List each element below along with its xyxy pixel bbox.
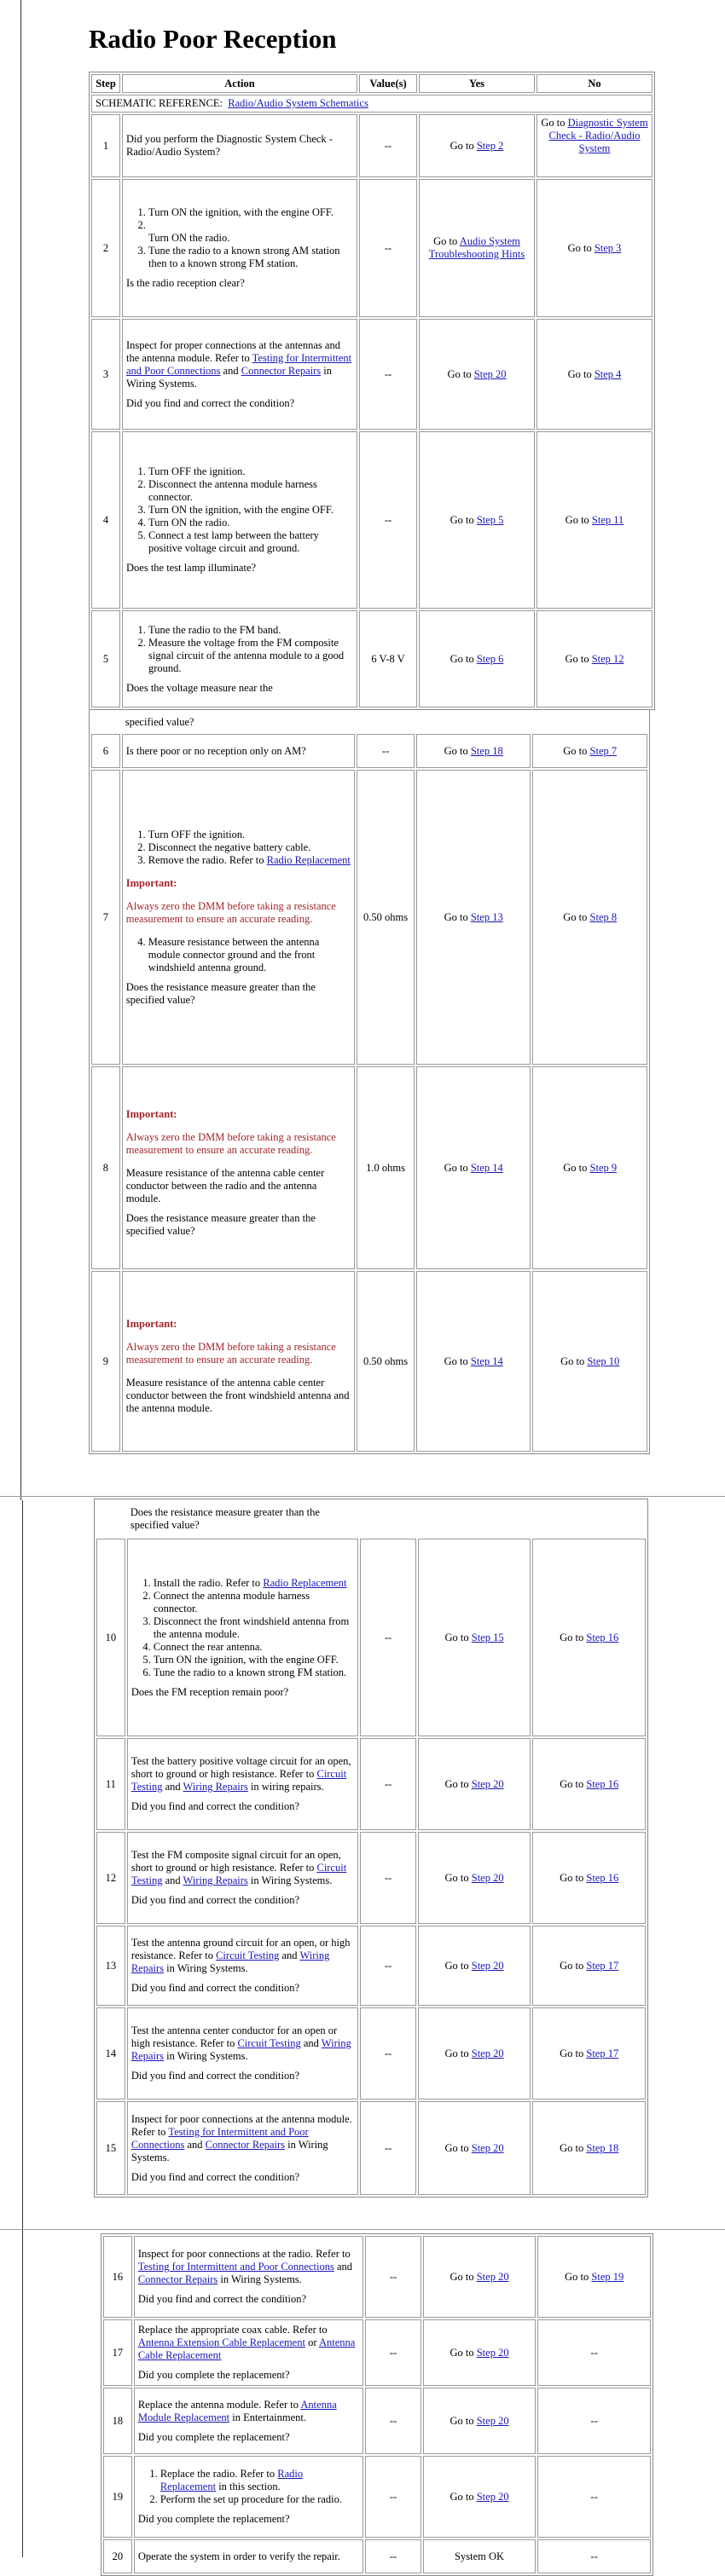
step-value: -- <box>357 734 415 768</box>
yes-cell: Go to Step 20 <box>423 2319 536 2386</box>
goto-step-18-link[interactable]: Step 18 <box>586 2141 619 2154</box>
goto-step-20-link[interactable]: Step 20 <box>473 367 507 380</box>
step-action <box>134 2539 364 2573</box>
no-cell: Go to Step 17 <box>532 1926 646 2006</box>
step-number: 15 <box>96 2101 125 2195</box>
step-action <box>122 770 356 1065</box>
table-row <box>91 319 652 430</box>
step-question: Does the test lamp illuminate? <box>126 562 257 574</box>
step-value: 0.50 ohms <box>357 1271 415 1452</box>
goto-step-16-link[interactable]: Step 16 <box>586 1777 619 1790</box>
no-cell: Go to Step 16 <box>532 1738 646 1830</box>
action-item: 2. Disconnect the negative battery cable. <box>148 841 351 854</box>
table-row <box>103 2236 651 2318</box>
yes-cell: Go to Step 20 <box>423 2236 536 2318</box>
table-row <box>103 2388 651 2454</box>
no-cell: -- <box>537 2456 651 2538</box>
goto-step-20-link[interactable]: Step 20 <box>476 2414 509 2427</box>
yes-cell: Go to Step 20 <box>418 1738 531 1830</box>
table-row <box>96 1832 646 1924</box>
action-item: 3. Remove the radio. Refer to Radio Replacement <box>148 854 351 867</box>
step-value: -- <box>360 2101 415 2195</box>
action-item: 6. Tune the radio to a known strong FM station. <box>154 1666 355 1679</box>
step-action <box>122 610 357 708</box>
no-cell: Go to Step 11 <box>536 431 652 609</box>
important-note: Always zero the DMM before taking a resistance measurement to ensure an accurate reading. <box>125 1341 336 1366</box>
diagnostic-check-link[interactable]: Diagnostic System Check - Radio/Audio System <box>548 117 648 154</box>
action-item: 2. Disconnect the antenna module harness connector. <box>148 478 353 504</box>
step-action: Test the battery positive voltage circuit for an open, short to ground or high resistance. Refer to Circuit Testing and Wiring Repairs in wiring repairs. Did you find and correct the condition? <box>127 1738 359 1830</box>
radio-replacement-link[interactable]: Radio Replacement <box>263 1576 347 1589</box>
action-item: 1. Replace the radio. Refer to Radio Replacement in this section. <box>160 2468 360 2493</box>
wiring-repairs-link[interactable]: Wiring Repairs <box>183 1874 248 1886</box>
goto-step-8-link[interactable]: Step 8 <box>589 910 618 923</box>
step-question: Does the FM reception remain poor? <box>130 1685 289 1698</box>
table-row <box>96 2101 646 2195</box>
table-row-continued <box>96 1501 646 1537</box>
goto-step-20-link[interactable]: Step 20 <box>476 2490 509 2503</box>
step-value: -- <box>360 1926 415 2006</box>
page-break-line-2 <box>0 2229 725 2230</box>
table-row <box>91 114 652 177</box>
table-row <box>96 1738 646 1830</box>
step-question: Does the resistance measure greater than the specified value? <box>125 1212 316 1237</box>
important-label: Important: <box>125 1318 177 1330</box>
circuit-testing-link[interactable]: Circuit Testing <box>130 1862 347 1886</box>
goto-step-17-link[interactable]: Step 17 <box>586 2047 619 2059</box>
goto-step-15-link[interactable]: Step 15 <box>471 1631 504 1643</box>
no-cell: Go to Diagnostic System Check - Radio/Audio System <box>536 114 652 177</box>
step-question: Does the resistance measure greater than the specified value? <box>125 980 316 1006</box>
no-cell: Go to Step 9 <box>532 1066 647 1269</box>
goto-step-16-link[interactable]: Step 16 <box>586 1631 619 1643</box>
step-action <box>122 179 357 317</box>
step-question: Did you find and correct the condition? <box>137 2293 306 2305</box>
action-item: 3. Tune the radio to a known strong AM station then to a known strong FM station. <box>148 245 353 270</box>
table-row <box>103 2319 651 2386</box>
action-item: 1. Tune the radio to the FM band. <box>148 624 353 637</box>
step-number: 2 <box>91 179 120 317</box>
step-action <box>122 1066 356 1269</box>
step-value: -- <box>360 1832 415 1924</box>
goto-step-20-link[interactable]: Step 20 <box>471 1777 504 1790</box>
step-value: 6 V-8 V <box>359 610 417 708</box>
action-item: 1. Install the radio. Refer to Radio Replacement <box>154 1577 355 1590</box>
header-no: No <box>536 74 652 93</box>
schematic-label: SCHEMATIC REFERENCE: <box>96 97 223 109</box>
action-item: 1. Turn OFF the ignition. <box>148 829 351 841</box>
yes-cell: Go to Step 15 <box>418 1539 531 1736</box>
no-cell: Go to Step 16 <box>532 1539 646 1736</box>
testing-intermittent-link[interactable]: Testing for Intermittent and Poor Connections <box>126 351 352 377</box>
antenna-cable-link[interactable]: Antenna Cable Replacement <box>137 2336 356 2361</box>
step-question: Is there poor or no reception only on AM? <box>125 744 306 757</box>
procedure-table-part-2 <box>89 709 650 1454</box>
step-question: Did you find and correct the condition? <box>130 2070 299 2082</box>
testing-intermittent-link[interactable]: Testing for Intermittent and Poor Connections <box>137 2261 334 2273</box>
page-break-line <box>0 1496 725 1497</box>
no-cell: -- <box>537 2539 651 2573</box>
table-row <box>91 431 652 609</box>
antenna-module-link[interactable]: Antenna Module Replacement <box>137 2398 337 2423</box>
header-values: Value(s) <box>359 74 417 93</box>
step-value: -- <box>365 2319 420 2386</box>
step-question-continued: specified value? <box>125 715 194 728</box>
step-question: Did you find and correct the condition? <box>130 2170 299 2183</box>
step-value: -- <box>359 319 417 430</box>
step-question: Did you complete the replacement? <box>137 2513 290 2525</box>
step-action <box>134 2456 364 2538</box>
action-item <box>148 219 353 232</box>
header-step: Step <box>91 74 120 93</box>
action-item: 5. Connect a test lamp between the battery positive voltage circuit and ground. <box>148 529 353 555</box>
table-row <box>96 2007 646 2099</box>
step-text: Measure resistance of the antenna cable center conductor between the radio and the antenna module. <box>125 1167 325 1204</box>
goto-step-2-link[interactable]: Step 2 <box>476 139 504 152</box>
yes-cell: Go to Step 13 <box>416 770 531 1065</box>
circuit-testing-link[interactable]: Circuit Testing <box>216 1949 280 1961</box>
step-value: -- <box>359 179 417 317</box>
action-item: 2. Measure the voltage from the FM composite signal circuit of the antenna module to a good ground. <box>148 637 353 675</box>
yes-cell: Go to Step 20 <box>418 1926 531 2006</box>
no-cell: Go to Step 10 <box>532 1271 647 1452</box>
step-action: Replace the antenna module. Refer to Antenna Module Replacement in Entertainment. Did you complete the replacement? <box>134 2388 364 2454</box>
step-number: 20 <box>103 2539 132 2573</box>
no-cell: Go to Step 4 <box>536 319 652 430</box>
step-action <box>122 114 357 177</box>
no-cell: Go to Step 17 <box>532 2007 646 2099</box>
step-number: 4 <box>91 431 120 609</box>
connector-repairs-link[interactable]: Connector Repairs <box>241 364 322 377</box>
antenna-extension-cable-link[interactable]: Antenna Extension Cable Replacement <box>137 2336 305 2348</box>
step-value: 1.0 ohms <box>357 1066 415 1269</box>
step-value: -- <box>359 431 417 609</box>
goto-step-9-link[interactable]: Step 9 <box>589 1161 618 1174</box>
step-question: Did you complete the replacement? <box>137 2430 290 2443</box>
step-number: 14 <box>96 2007 125 2099</box>
goto-step-20-link[interactable]: Step 20 <box>471 2141 504 2154</box>
action-item: 2. Perform the set up procedure for the radio. <box>160 2493 360 2506</box>
goto-step-14-link[interactable]: Step 14 <box>470 1354 503 1367</box>
yes-cell: Go to Step 20 <box>423 2456 536 2538</box>
table-row <box>91 734 647 768</box>
step-action <box>122 1271 356 1452</box>
action-item: 4. Measure resistance between the antenna module connector ground and the front windshield antenna ground. <box>148 936 351 974</box>
step-number: 12 <box>96 1832 125 1924</box>
action-item: 5. Turn ON the ignition, with the engine OFF. <box>154 1654 355 1666</box>
wiring-repairs-link[interactable]: Wiring Repairs <box>130 2037 351 2062</box>
table-row <box>91 770 647 1065</box>
table-row <box>103 2456 651 2538</box>
action-item: 3. Disconnect the front windshield antenna from the antenna module. <box>154 1615 355 1641</box>
goto-step-10-link[interactable]: Step 10 <box>587 1354 620 1367</box>
action-item: Turn ON the radio. <box>148 232 230 244</box>
procedure-table-part-4 <box>101 2233 653 2576</box>
header-action: Action <box>122 74 357 93</box>
step-number: 8 <box>91 1066 120 1269</box>
step-value: -- <box>360 1738 415 1830</box>
goto-step-16-link[interactable]: Step 16 <box>586 1871 619 1884</box>
table-row <box>91 179 652 317</box>
yes-cell: Go to Step 6 <box>419 610 535 708</box>
step-value: -- <box>365 2388 420 2454</box>
yes-cell: Go to Step 2 <box>419 114 535 177</box>
step-question: Did you find and correct the condition? <box>130 1800 299 1812</box>
table-row <box>91 1271 647 1452</box>
action-item: 3. Turn ON the ignition, with the engine OFF. <box>148 504 353 517</box>
no-cell: Go to Step 3 <box>536 179 652 317</box>
step-number: 6 <box>91 734 120 768</box>
circuit-testing-link[interactable]: Circuit Testing <box>130 1768 347 1793</box>
page-title: Radio Poor Reception <box>89 24 337 54</box>
action-item: 4. Connect the rear antenna. <box>154 1641 355 1654</box>
radio-replacement-link[interactable]: Radio Replacement <box>266 853 351 866</box>
step-number: 5 <box>91 610 120 708</box>
table-row <box>96 1926 646 2006</box>
important-label: Important: <box>125 876 177 889</box>
goto-step-11-link[interactable]: Step 11 <box>591 513 624 526</box>
yes-cell: Go to Step 20 <box>423 2388 536 2454</box>
goto-step-12-link[interactable]: Step 12 <box>591 652 624 665</box>
table-row <box>103 2539 651 2573</box>
goto-step-20-link[interactable]: Step 20 <box>476 2346 509 2359</box>
goto-step-17-link[interactable]: Step 17 <box>586 1959 619 1972</box>
step-question: Does the voltage measure near the <box>126 681 273 694</box>
step-number: 9 <box>91 1271 120 1452</box>
table-row <box>96 1539 646 1736</box>
step-value: -- <box>365 2236 420 2318</box>
yes-cell: Go to Step 14 <box>416 1066 531 1269</box>
no-cell: Go to Step 12 <box>536 610 652 708</box>
yes-cell: Go to Step 18 <box>416 734 531 768</box>
radio-replacement-link[interactable]: Radio Replacement <box>160 2468 304 2492</box>
no-cell: -- <box>537 2319 651 2386</box>
no-cell: Go to Step 7 <box>532 734 647 768</box>
goto-step-13-link[interactable]: Step 13 <box>470 910 503 923</box>
wiring-repairs-link[interactable]: Wiring Repairs <box>183 1781 248 1793</box>
yes-cell: Go to Step 5 <box>419 431 535 609</box>
step-question: Did you complete the replacement? <box>137 2369 290 2381</box>
step-question: Did you perform the Diagnostic System Check - Radio/Audio System? <box>126 133 333 158</box>
step-action: Test the antenna center conductor for an open or high resistance. Refer to Circuit Testing and Wiring Repairs in Wiring Systems. Did you find and correct the condition? <box>127 2007 359 2099</box>
no-cell: Go to Step 18 <box>532 2101 646 2195</box>
goto-step-6-link[interactable]: Step 6 <box>476 652 504 665</box>
no-cell: Go to Step 8 <box>532 770 647 1065</box>
circuit-testing-link[interactable]: Circuit Testing <box>237 2037 301 2049</box>
step-action: Inspect for poor connections at the antenna module. Refer to Testing for Intermittent and Poor Connections and Connector Repairs in Wiring Systems. Did you find and correct the condition? <box>127 2101 359 2195</box>
step-number: 1 <box>91 114 120 177</box>
no-cell: Go to Step 16 <box>532 1832 646 1924</box>
yes-cell: Go to Step 20 <box>418 2101 531 2195</box>
step-action <box>127 1539 359 1736</box>
step-number: 16 <box>103 2236 132 2318</box>
step-question: Is the radio reception clear? <box>126 277 245 289</box>
goto-step-20-link[interactable]: Step 20 <box>471 2047 504 2059</box>
goto-step-14-link[interactable]: Step 14 <box>470 1161 503 1174</box>
yes-cell: Go to Step 20 <box>418 2007 531 2099</box>
step-question: Did you find and correct the condition? <box>130 1982 299 1994</box>
yes-cell: Go to Step 14 <box>416 1271 531 1452</box>
step-number: 3 <box>91 319 120 430</box>
audio-hints-link[interactable]: Audio System Troubleshooting Hints <box>428 235 525 260</box>
goto-step-20-link[interactable]: Step 20 <box>471 1959 504 1972</box>
table-header-row <box>91 74 652 93</box>
important-note: Always zero the DMM before taking a resistance measurement to ensure an accurate reading. <box>125 899 336 925</box>
step-number: 13 <box>96 1926 125 2006</box>
step-action: Test the FM composite signal circuit for an open, short to ground or high resistance. Refer to Circuit Testing and Wiring Repairs in Wiring Systems. Did you find and correct the condition? <box>127 1832 359 1924</box>
action-item: 4. Turn ON the radio. <box>148 517 353 529</box>
wiring-repairs-link[interactable]: Wiring Repairs <box>130 1949 330 1974</box>
step-question: Did you find and correct the condition? <box>126 396 295 409</box>
procedure-table-part-3 <box>94 1499 648 2198</box>
step-value: 0.50 ohms <box>357 770 415 1065</box>
no-cell: Go to Step 19 <box>537 2236 651 2318</box>
yes-cell: Go to Step 20 <box>418 1832 531 1924</box>
yes-cell: Go to Audio System Troubleshooting Hints <box>419 179 535 317</box>
goto-step-5-link[interactable]: Step 5 <box>476 513 504 526</box>
schematic-link[interactable]: Radio/Audio System Schematics <box>228 97 368 109</box>
step-number: 10 <box>96 1539 125 1736</box>
yes-cell: Go to Step 20 <box>419 319 535 430</box>
table-row <box>91 610 652 708</box>
goto-step-20-link[interactable]: Step 20 <box>471 1871 504 1884</box>
step-action <box>122 734 356 768</box>
no-cell: -- <box>537 2388 651 2454</box>
goto-step-3-link[interactable]: Step 3 <box>594 241 622 254</box>
goto-step-19-link[interactable]: Step 19 <box>591 2270 624 2283</box>
step-action: Inspect for poor connections at the radio. Refer to Testing for Intermittent and Poor Connections and Connector Repairs in Wiring Systems. Did you find and correct the condition? <box>134 2236 364 2318</box>
step-value: -- <box>359 114 417 177</box>
connector-repairs-link[interactable]: Connector Repairs <box>137 2273 218 2285</box>
table-row <box>91 1066 647 1269</box>
step-action: Inspect for proper connections at the antennas and the antenna module. Refer to Testing for Intermittent and Poor Connections and Connector Repairs in Wiring Systems. Did you find and correct the condition? <box>122 319 357 430</box>
goto-step-4-link[interactable]: Step 4 <box>594 367 622 380</box>
step-number: 7 <box>91 770 120 1065</box>
step-action <box>122 431 357 609</box>
step-action: Test the antenna ground circuit for an open, or high resistance. Refer to Circuit Testing and Wiring Repairs in Wiring Systems. Did you find and correct the condition? <box>127 1926 359 2006</box>
header-yes: Yes <box>419 74 535 93</box>
step-question-continued: Does the resistance measure greater than the specified value? <box>130 1506 320 1531</box>
action-item: 2. Connect the antenna module harness connector. <box>154 1590 355 1615</box>
goto-step-7-link[interactable]: Step 7 <box>589 744 618 757</box>
schematic-row <box>91 95 652 113</box>
testing-intermittent-link[interactable]: Testing for Intermittent and Poor Connections <box>130 2125 309 2151</box>
yes-cell: System OK <box>423 2539 536 2573</box>
step-number: 19 <box>103 2456 132 2538</box>
action-item: 1. Turn ON the ignition, with the engine OFF. <box>148 206 353 219</box>
procedure-table-part-1 <box>89 72 655 710</box>
step-text: Operate the system in order to verify the repair. <box>137 2550 340 2562</box>
step-value: -- <box>360 2007 415 2099</box>
step-value: -- <box>360 1539 415 1736</box>
step-action: Replace the appropriate coax cable. Refer to Antenna Extension Cable Replacement or Antenna Cable Replacement Did you complete the replacement? <box>134 2319 364 2386</box>
connector-repairs-link[interactable]: Connector Repairs <box>205 2138 286 2151</box>
step-number: 18 <box>103 2388 132 2454</box>
left-edge-line-lower <box>22 1500 23 2557</box>
step-number: 17 <box>103 2319 132 2386</box>
table-row-continued <box>91 712 647 732</box>
step-value: -- <box>365 2539 420 2573</box>
step-text: Measure resistance of the antenna cable center conductor between the front windshield antenna and the antenna module. <box>125 1377 350 1414</box>
goto-step-20-link[interactable]: Step 20 <box>476 2270 509 2283</box>
important-note: Always zero the DMM before taking a resistance measurement to ensure an accurate reading. <box>125 1131 336 1156</box>
step-value: -- <box>365 2456 420 2538</box>
step-number: 11 <box>96 1738 125 1830</box>
goto-step-18-link[interactable]: Step 18 <box>470 744 503 757</box>
step-question: Did you find and correct the condition? <box>130 1894 299 1906</box>
important-label: Important: <box>125 1108 177 1120</box>
action-item: 1. Turn OFF the ignition. <box>148 465 353 478</box>
left-edge-line <box>20 0 21 1500</box>
